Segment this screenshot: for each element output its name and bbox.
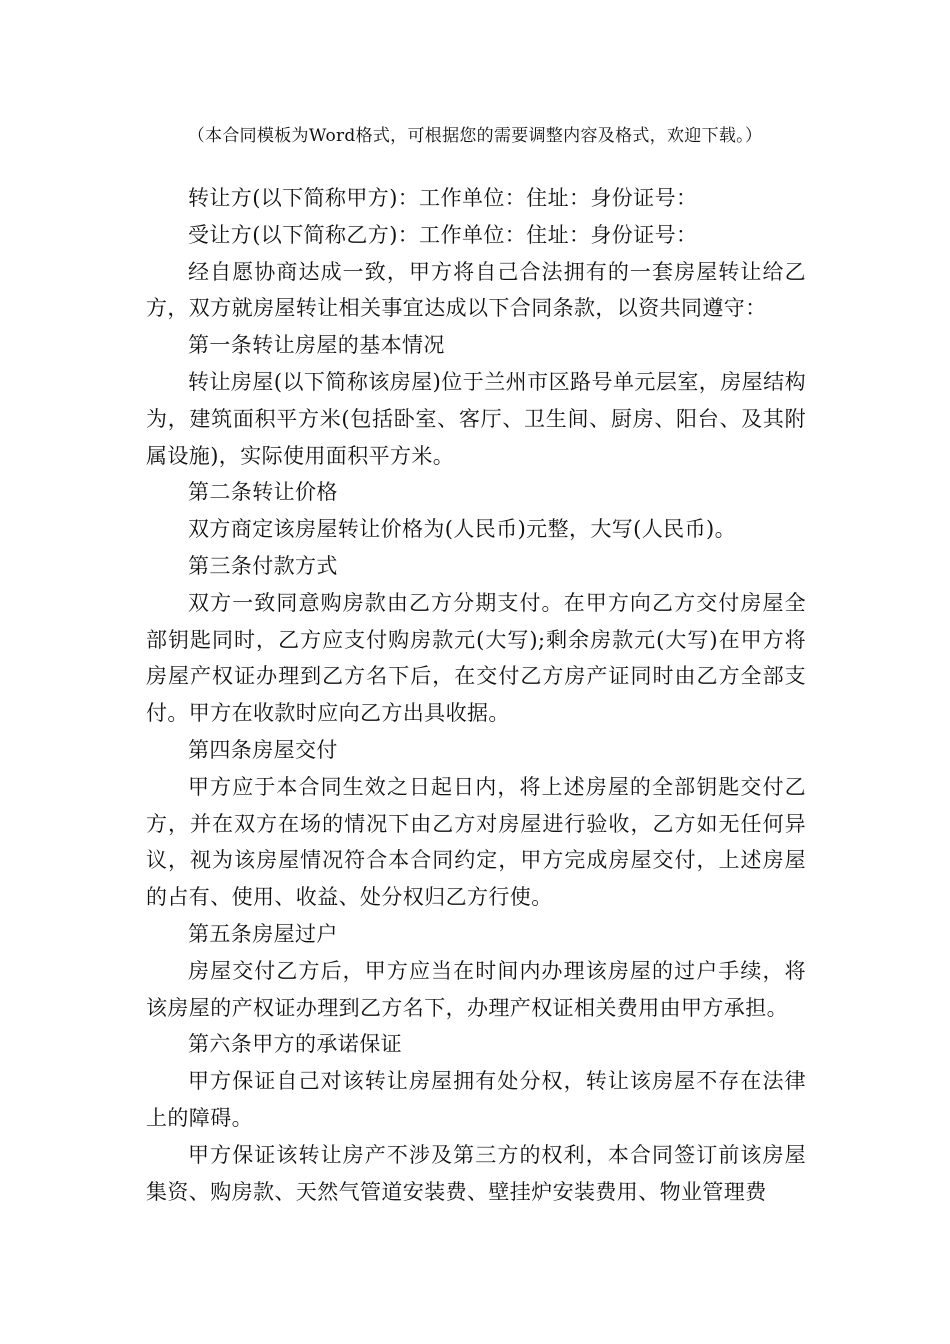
paragraph-article-2: 双方商定该房屋转让价格为(人民币)元整，大写(人民币)。 xyxy=(188,517,736,542)
paragraph-article-6-b: 甲方保证该转让房产不涉及第三方的权利，本合同签订前该房屋集资、购房款、天然气管道安装费、壁挂炉安装费用、物业管理费 xyxy=(146,1142,806,1204)
paragraph-preamble: 经自愿协商达成一致，甲方将自己合法拥有的一套房屋转让给乙方，双方就房屋转让相关事宜达成以下合同条款，以资共同遵守： xyxy=(146,259,806,321)
article-heading-3: 第三条付款方式 xyxy=(188,553,338,578)
article-heading-5: 第五条房屋过户 xyxy=(188,921,338,946)
contract-body xyxy=(146,180,806,1210)
template-note: （本合同模板为Word格式，可根据您的需要调整内容及格式，欢迎下载。） xyxy=(187,126,763,146)
paragraph-article-1: 转让房屋(以下简称该房屋)位于兰州市区路号单元层室，房屋结构为，建筑面积平方米(包括卧室、客厅、卫生间、厨房、阳台、及其附属设施)，实际使用面积平方米。 xyxy=(146,369,806,468)
article-heading-1: 第一条转让房屋的基本情况 xyxy=(188,333,445,358)
article-heading-4: 第四条房屋交付 xyxy=(188,737,338,762)
paragraph-article-4: 甲方应于本合同生效之日起日内，将上述房屋的全部钥匙交付乙方，并在双方在场的情况下由乙方对房屋进行验收，乙方如无任何异议，视为该房屋情况符合本合同约定，甲方完成房屋交付，上述房屋的占有、使用、收益、处分权归乙方行使。 xyxy=(146,774,806,910)
paragraph-article-5: 房屋交付乙方后，甲方应当在时间内办理该房屋的过户手续，将该房屋的产权证办理到乙方名下，办理产权证相关费用由甲方承担。 xyxy=(146,958,806,1020)
paragraph-transferor: 转让方(以下简称甲方)：工作单位：住址：身份证号： xyxy=(188,186,698,210)
paragraph-article-6-a: 甲方保证自己对该转让房屋拥有处分权，转让该房屋不存在法律上的障碍。 xyxy=(146,1069,806,1130)
article-heading-2: 第二条转让价格 xyxy=(188,480,338,505)
paragraph-transferee: 受让方(以下简称乙方)：工作单位：住址：身份证号： xyxy=(188,222,698,247)
article-heading-6: 第六条甲方的承诺保证 xyxy=(188,1032,402,1057)
paragraph-article-3: 双方一致同意购房款由乙方分期支付。在甲方向乙方交付房屋全部钥匙同时，乙方应支付购房款元(大写);剩余房款元(大写)在甲方将房屋产权证办理到乙方名下后，在交付乙方房产证同时由乙方全部支付。甲方在收款时应向乙方出具收据。 xyxy=(146,590,806,726)
